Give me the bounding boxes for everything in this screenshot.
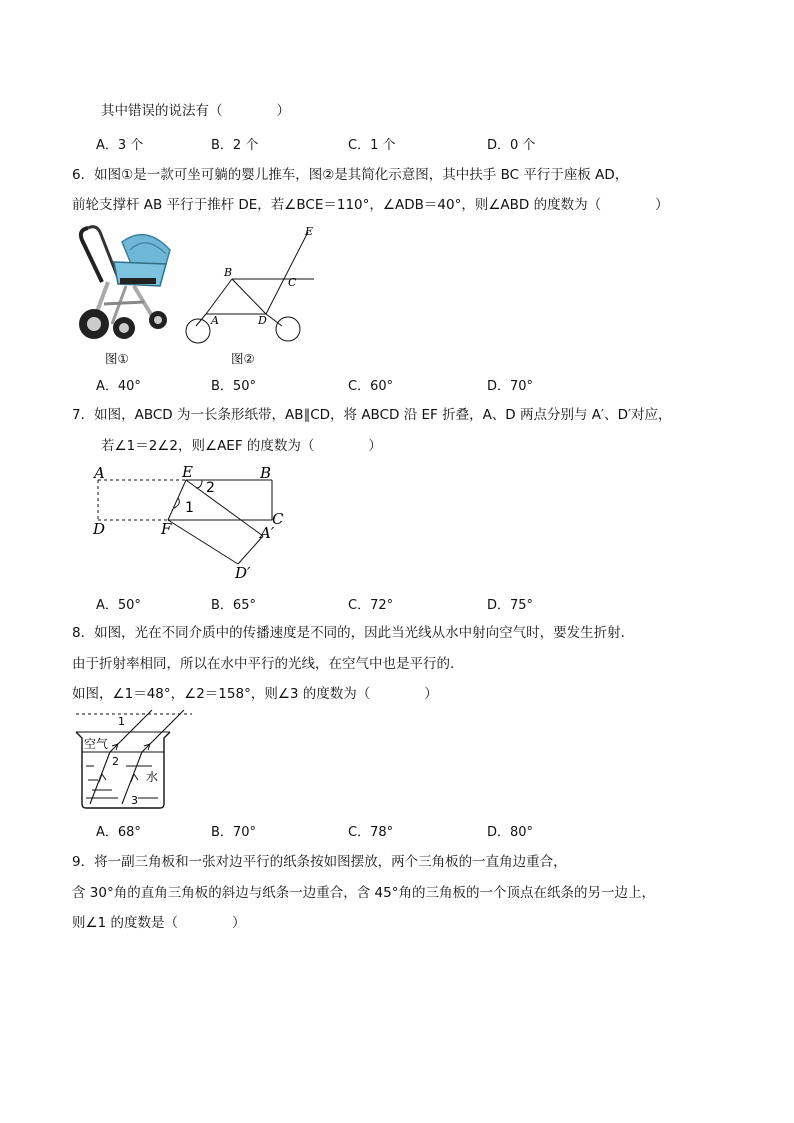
q5-option-b[interactable]: B．2 个 <box>211 138 259 153</box>
q5-option-d[interactable]: D．0 个 <box>487 138 536 153</box>
q5-option-c[interactable]: C．1 个 <box>348 138 396 153</box>
label-d-prime: D′ <box>235 564 251 582</box>
q6-stem-line2: 前轮支撑杆 AB 平行于推杆 DE，若∠BCE＝110°，∠ADB＝40°，则∠ABD 的度数为（ ） <box>72 197 669 213</box>
q9-stem-line2: 含 30°角的直角三角板的斜边与纸条一边重合，含 45°角的三角板的一个顶点在纸条的另一边上， <box>72 885 655 901</box>
q7-option-a[interactable]: A．50° <box>96 598 141 613</box>
q6-diagram <box>178 222 318 346</box>
q8-option-d[interactable]: D．80° <box>487 825 534 840</box>
q6-option-d[interactable]: D．70° <box>487 379 534 394</box>
label-f: F <box>161 520 172 538</box>
stroller-photo <box>74 220 174 342</box>
label-b: B <box>260 464 272 482</box>
q8-stem-line1: 8．如图，光在不同介质中的传播速度是不同的，因此当光线从水中射向空气时，要发生折射． <box>72 625 635 641</box>
q6-caption-figure1: 图① <box>105 351 129 366</box>
q9-stem-line3: 则∠1 的度数是（ ） <box>72 915 246 931</box>
q7-option-d[interactable]: D．75° <box>487 598 534 613</box>
q7-option-c[interactable]: C．72° <box>348 598 394 613</box>
q6-option-a[interactable]: A．40° <box>96 379 141 394</box>
q5-stem: 其中错误的说法有（ ） <box>101 103 290 119</box>
q6-caption-figure2: 图② <box>231 351 255 366</box>
q6-stem-line1: 6．如图①是一款可坐可躺的婴儿推车，图②是其简化示意图，其中扶手 BC 平行于座板 AD， <box>72 167 629 183</box>
q7-diagram <box>88 460 298 584</box>
label-e: E <box>305 225 314 238</box>
label-air: 空气 <box>84 737 109 751</box>
q8-stem-line3: 如图，∠1＝48°，∠2＝158°，则∠3 的度数为（ ） <box>72 686 438 702</box>
q8-option-c[interactable]: C．78° <box>348 825 394 840</box>
q8-option-a[interactable]: A．68° <box>96 825 141 840</box>
label-c: C <box>288 276 297 289</box>
q6-option-c[interactable]: C．60° <box>348 379 394 394</box>
label-angle-2: 2 <box>112 755 119 768</box>
q9-stem-line1: 9．将一副三角板和一张对边平行的纸条按如图摆放，两个三角板的一直角边重合， <box>72 854 567 870</box>
q7-stem-line2: 若∠1＝2∠2，则∠AEF 的度数为（ ） <box>101 438 382 454</box>
label-d: D <box>258 314 267 327</box>
q8-diagram <box>72 708 198 812</box>
label-a-prime: A′ <box>260 524 275 542</box>
label-angle-1: 1 <box>118 715 125 728</box>
label-d: D <box>93 520 106 538</box>
q8-option-b[interactable]: B．70° <box>211 825 256 840</box>
label-a: A <box>94 464 105 482</box>
label-a: A <box>211 314 219 327</box>
label-e: E <box>182 463 193 481</box>
label-c: C <box>272 510 284 528</box>
q8-stem-line2: 由于折射率相同，所以在水中平行的光线，在空气中也是平行的． <box>72 656 464 672</box>
label-angle-3: 3 <box>131 794 138 807</box>
q7-option-b[interactable]: B．65° <box>211 598 256 613</box>
q7-stem-line1: 7．如图，ABCD 为一长条形纸带，AB∥CD，将 ABCD 沿 EF 折叠，A、D 两点分别与 A′、D′对应， <box>72 407 672 423</box>
q5-option-a[interactable]: A．3 个 <box>96 138 144 153</box>
q6-option-b[interactable]: B．50° <box>211 379 256 394</box>
label-water: 水 <box>146 770 159 784</box>
label-b: B <box>224 266 233 279</box>
label-angle-2: 2 <box>206 480 215 496</box>
label-angle-1: 1 <box>185 500 194 516</box>
